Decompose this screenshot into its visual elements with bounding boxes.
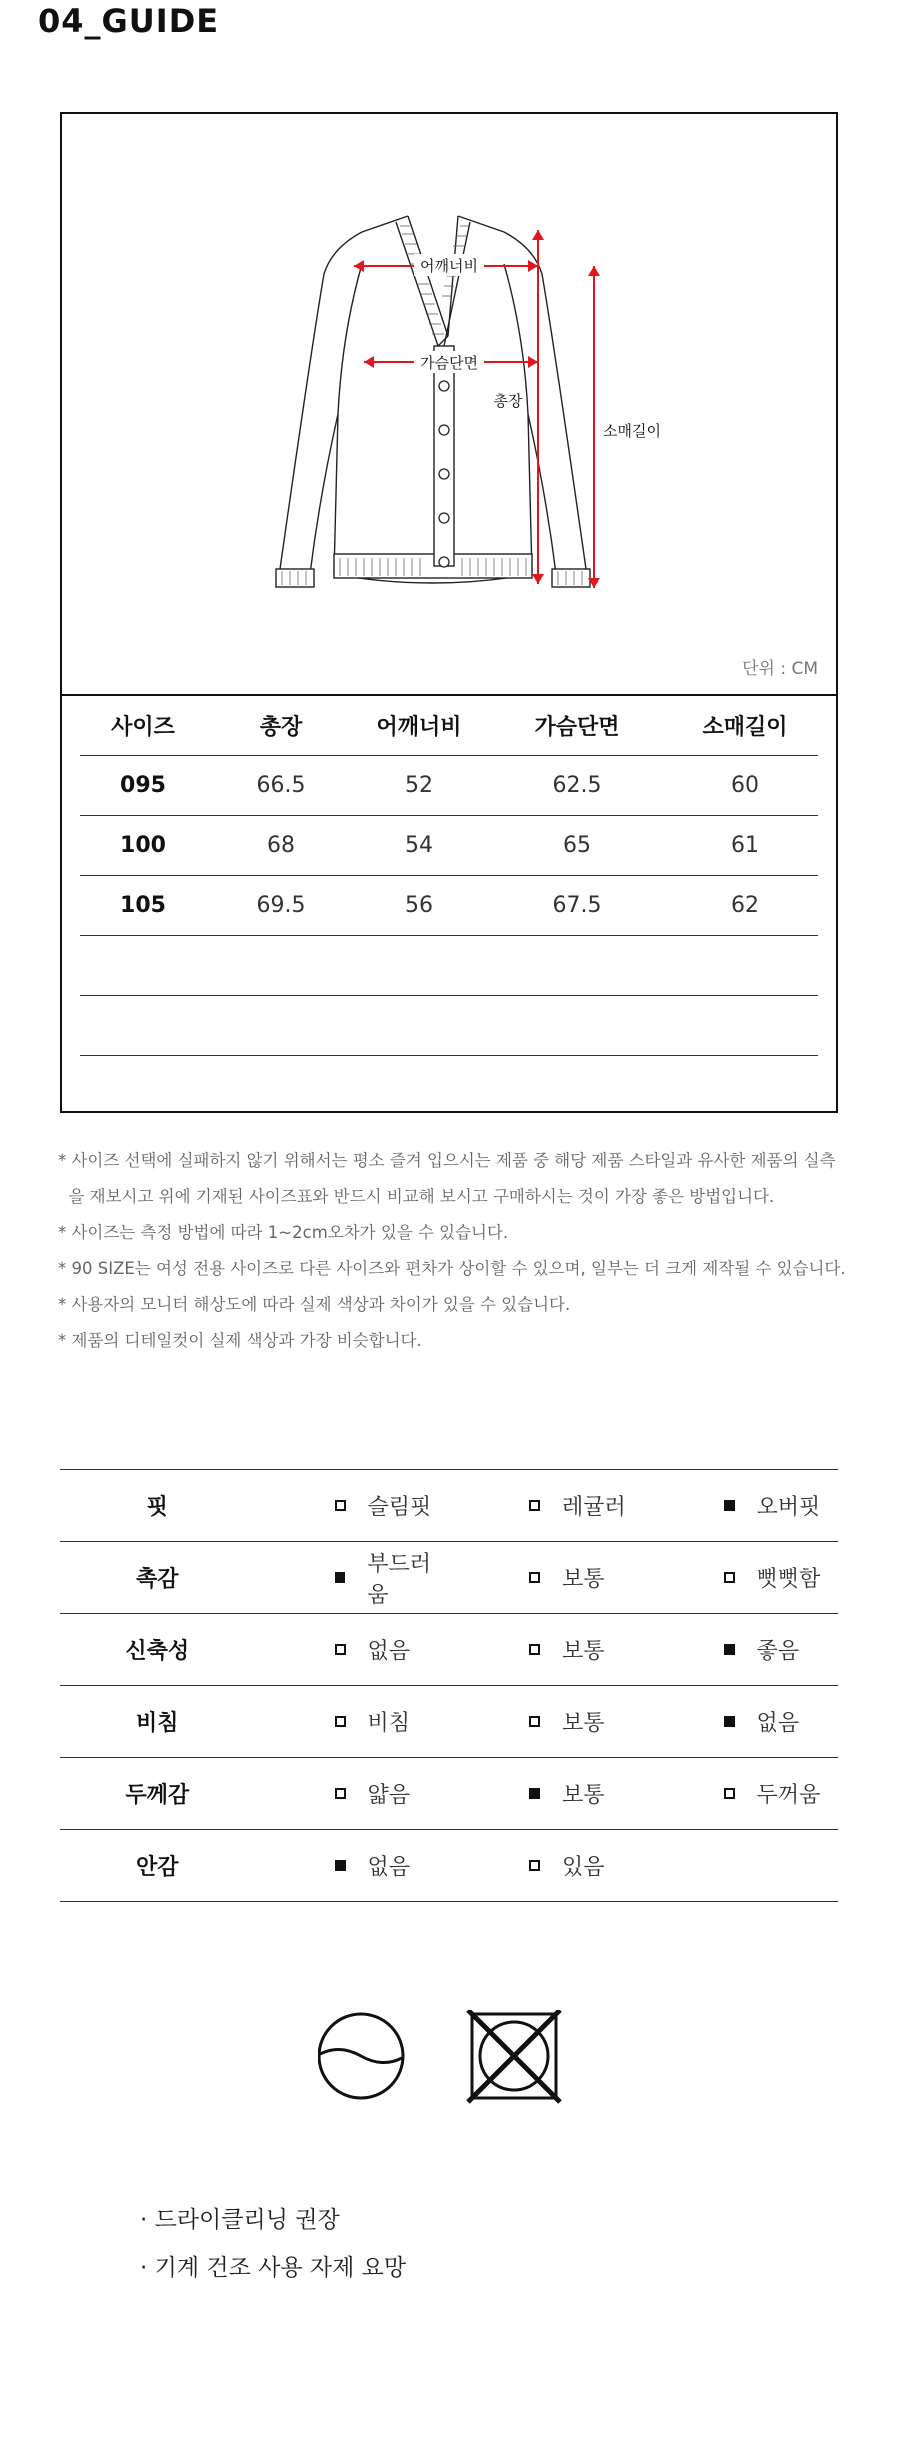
option-wrap — [644, 1562, 839, 1593]
table-row — [80, 876, 818, 936]
checked-square-icon — [529, 1788, 540, 1799]
table-row — [80, 1056, 818, 1116]
label-chest: 가슴단면 — [420, 354, 478, 372]
attribute-option — [255, 1758, 450, 1830]
unit-note: 단위 : CM — [742, 659, 818, 679]
checked-square-icon — [335, 1572, 346, 1583]
header-size: 사이즈 — [80, 696, 206, 756]
value-cell: 65 — [482, 816, 672, 876]
option-text: 레귤러 — [562, 1495, 626, 1520]
size-notes — [58, 1143, 858, 1359]
note-line: * 사용자의 모니터 해상도에 따라 실제 색상과 차이가 있을 수 있습니다. — [58, 1295, 571, 1314]
unchecked-square-icon — [724, 1788, 735, 1799]
value-cell: 66.5 — [206, 756, 356, 816]
unchecked-square-icon — [529, 1860, 540, 1871]
care-icons — [318, 2010, 578, 2114]
page-heading: 04_GUIDE — [38, 2, 220, 40]
option-wrap — [644, 1778, 839, 1809]
care-note: · 기계 건조 사용 자제 요망 — [140, 2255, 407, 2281]
header-chest: 가슴단면 — [482, 696, 672, 756]
value-cell: 61 — [672, 816, 818, 876]
no-tumble-dry-icon — [468, 2010, 560, 2102]
unchecked-square-icon — [529, 1644, 540, 1655]
option-text: 있음 — [562, 1855, 605, 1880]
attribute-option — [255, 1614, 450, 1686]
note-line: 을 재보시고 위에 기재된 사이즈표와 반드시 비교해 보시고 구매하시는 것이 가장 좋은 방법입니다. — [58, 1187, 775, 1206]
size-guide-box — [60, 112, 838, 1113]
attribute-option — [449, 1758, 644, 1830]
attribute-option — [449, 1542, 644, 1614]
option-wrap — [644, 1490, 839, 1521]
option-wrap — [255, 1490, 450, 1521]
option-text: 보통 — [562, 1711, 605, 1736]
note-line: * 90 SIZE는 여성 전용 사이즈로 다른 사이즈와 편차가 상이할 수 있으며, 일부는 더 크게 제작될 수 있습니다. — [58, 1259, 846, 1278]
option-text: 없음 — [367, 1855, 411, 1880]
attribute-option — [255, 1470, 450, 1542]
label-length: 총장 — [493, 392, 523, 410]
option-wrap — [449, 1778, 644, 1809]
attribute-option — [449, 1830, 644, 1902]
value-cell: 62 — [672, 876, 818, 936]
value-cell: 68 — [206, 816, 356, 876]
option-text: 보통 — [562, 1567, 605, 1592]
value-cell: 54 — [356, 816, 482, 876]
cardigan-illustration — [62, 114, 836, 694]
unchecked-square-icon — [335, 1500, 346, 1511]
value-cell: 60 — [672, 756, 818, 816]
option-text: 두꺼움 — [756, 1783, 821, 1808]
size-table-header — [80, 696, 818, 756]
attribute-option — [644, 1686, 839, 1758]
attribute-option — [255, 1686, 450, 1758]
checked-square-icon — [724, 1716, 735, 1727]
hand-wash-icon — [319, 2014, 403, 2098]
care-notes — [140, 2196, 406, 2292]
option-wrap — [255, 1850, 450, 1881]
attribute-label: 신축성 — [60, 1614, 255, 1686]
attribute-row — [60, 1830, 838, 1902]
option-text: 뻣뻣함 — [756, 1567, 821, 1592]
table-row — [80, 756, 818, 816]
option-wrap — [449, 1490, 644, 1521]
option-text: 비침 — [367, 1711, 411, 1736]
option-wrap — [644, 1634, 839, 1665]
attribute-option — [644, 1830, 839, 1902]
table-row — [80, 816, 818, 876]
option-wrap — [255, 1547, 450, 1609]
header-shoulder: 어깨너비 — [356, 696, 482, 756]
option-text: 좋음 — [756, 1639, 800, 1664]
unchecked-square-icon — [724, 1572, 735, 1583]
attribute-option — [449, 1470, 644, 1542]
unchecked-square-icon — [335, 1788, 346, 1799]
size-cell: 095 — [80, 756, 206, 816]
empty-cell — [80, 936, 818, 996]
size-cell: 100 — [80, 816, 206, 876]
attribute-option — [644, 1758, 839, 1830]
value-cell: 69.5 — [206, 876, 356, 936]
attribute-option — [255, 1542, 450, 1614]
header-sleeve: 소매길이 — [672, 696, 818, 756]
attribute-row — [60, 1686, 838, 1758]
option-text: 오버핏 — [756, 1495, 821, 1520]
unchecked-square-icon — [529, 1572, 540, 1583]
value-cell: 62.5 — [482, 756, 672, 816]
unchecked-square-icon — [335, 1716, 346, 1727]
option-text: 얇음 — [367, 1783, 411, 1808]
note-line: * 사이즈는 측정 방법에 따라 1~2cm오차가 있을 수 있습니다. — [58, 1223, 509, 1242]
attribute-option — [644, 1542, 839, 1614]
empty-cell — [80, 996, 818, 1056]
header-length: 총장 — [206, 696, 356, 756]
table-row — [80, 936, 818, 996]
attribute-option — [255, 1830, 450, 1902]
checked-square-icon — [724, 1500, 735, 1511]
option-wrap — [255, 1706, 450, 1737]
attribute-row — [60, 1614, 838, 1686]
label-sleeve: 소매길이 — [603, 422, 661, 440]
attribute-row — [60, 1470, 838, 1542]
option-text: 없음 — [367, 1639, 411, 1664]
unchecked-square-icon — [335, 1644, 346, 1655]
attribute-label: 두께감 — [60, 1758, 255, 1830]
label-shoulder: 어깨너비 — [420, 257, 478, 275]
option-wrap — [449, 1562, 644, 1593]
attribute-label: 안감 — [60, 1830, 255, 1902]
attribute-label: 핏 — [60, 1470, 255, 1542]
value-cell: 67.5 — [482, 876, 672, 936]
option-wrap — [255, 1778, 450, 1809]
attribute-row — [60, 1758, 838, 1830]
option-text: 보통 — [562, 1783, 605, 1808]
option-wrap — [644, 1706, 839, 1737]
empty-cell — [80, 1056, 818, 1116]
attribute-label: 촉감 — [60, 1542, 255, 1614]
size-cell: 105 — [80, 876, 206, 936]
option-text: 없음 — [756, 1711, 800, 1736]
note-line: * 제품의 디테일컷이 실제 색상과 가장 비슷합니다. — [58, 1331, 422, 1350]
option-wrap — [449, 1634, 644, 1665]
attribute-option — [644, 1470, 839, 1542]
attribute-row — [60, 1542, 838, 1614]
attribute-option — [449, 1686, 644, 1758]
note-line: * 사이즈 선택에 실패하지 않기 위해서는 평소 즐겨 입으시는 제품 중 해당 제품 스타일과 유사한 제품의 실측 — [58, 1151, 836, 1170]
option-text: 부드러움 — [367, 1551, 431, 1608]
attribute-option — [644, 1614, 839, 1686]
option-text: 보통 — [562, 1639, 605, 1664]
attribute-table — [60, 1469, 838, 1902]
value-cell: 52 — [356, 756, 482, 816]
table-row — [80, 996, 818, 1056]
option-wrap — [449, 1706, 644, 1737]
attribute-label: 비침 — [60, 1686, 255, 1758]
value-cell: 56 — [356, 876, 482, 936]
unchecked-square-icon — [529, 1716, 540, 1727]
checked-square-icon — [724, 1644, 735, 1655]
attribute-option — [449, 1614, 644, 1686]
checked-square-icon — [335, 1860, 346, 1871]
option-text: 슬림핏 — [367, 1495, 432, 1520]
garment-figure — [62, 114, 836, 696]
unchecked-square-icon — [529, 1500, 540, 1511]
size-table — [80, 696, 818, 1115]
option-wrap — [255, 1634, 450, 1665]
option-wrap — [449, 1850, 644, 1881]
care-note: · 드라이클리닝 권장 — [140, 2207, 340, 2233]
